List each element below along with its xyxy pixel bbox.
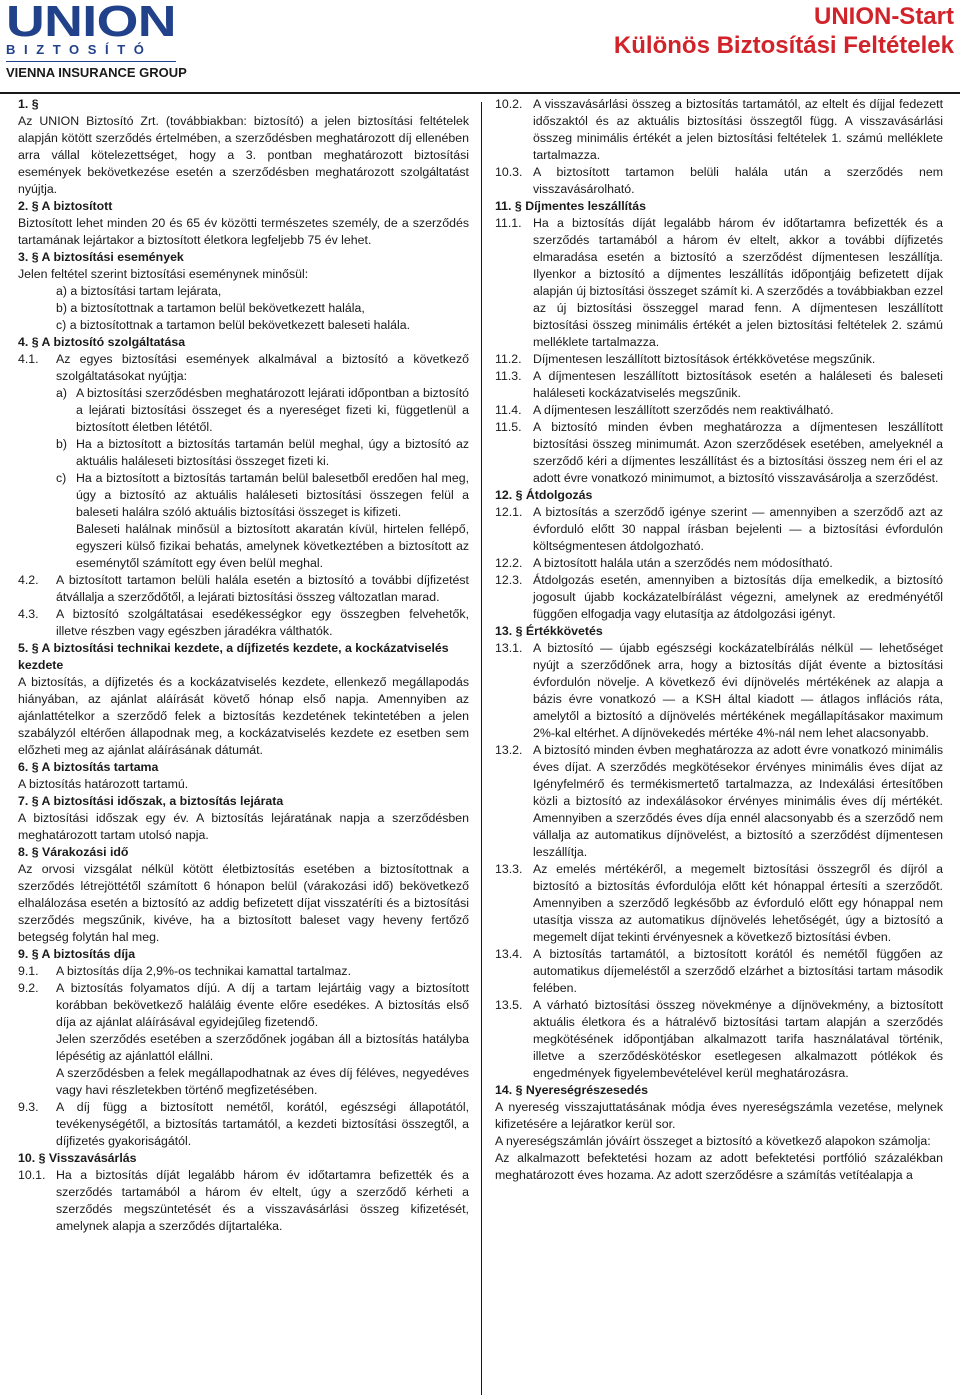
numbered-item bbox=[495, 640, 943, 742]
item-number: 10.1. bbox=[18, 1168, 46, 1182]
item-number: 12.2. bbox=[495, 556, 523, 570]
item-number: 10.3. bbox=[495, 165, 523, 179]
section-2 bbox=[18, 198, 469, 249]
section-heading: 7. § A biztosítási időszak, a biztosítás lejárata bbox=[18, 794, 284, 808]
item-number: 11.1. bbox=[495, 216, 522, 230]
section-heading: 13. § Értékkövetés bbox=[495, 624, 603, 638]
section-intro: Jelen feltétel szerint biztosítási eseménynek minősül: bbox=[18, 267, 309, 281]
item-number: 13.5. bbox=[495, 998, 523, 1012]
item-text: A biztosítás tartamától, a biztosított korától és nemétől függően az automatikus díjemeléstől a szerződő elzárhet a biztosítási tartam második felében. bbox=[533, 947, 943, 995]
sub-item-continuation bbox=[56, 521, 469, 572]
section-11 bbox=[495, 198, 943, 487]
item-number: 4.2. bbox=[18, 573, 39, 587]
section-body: Biztosított lehet minden 20 és 65 év közötti természetes személy, de a szerződés tartamának lejártakor a biztosított életkora legfeljebb 75 év lehet. bbox=[18, 216, 469, 247]
item-number: 13.2. bbox=[495, 743, 523, 757]
header-rule bbox=[0, 92, 960, 94]
item-continuation: A szerződésben a felek megállapodhatnak az éves díj féléves, negyedéves vagy havi részletekben történő megfizetésében. bbox=[56, 1066, 469, 1097]
item-number: 4.3. bbox=[18, 607, 39, 621]
item-number: 12.3. bbox=[495, 573, 523, 587]
section-heading: 1. § bbox=[18, 97, 39, 111]
numbered-item bbox=[495, 215, 943, 351]
section-9 bbox=[18, 946, 469, 1150]
numbered-item bbox=[495, 946, 943, 997]
item-text: A biztosító minden évben meghatározza a díjmentesen leszállított biztosítási összeg minimumát. Azon szerződések esetében, amelyeknél a szerződő kéri a díjmentes leszállítást és a biztosítási összeg nem éri el az adott évre vonatkozó minimumot, a biztosító visszavásárolja a szerződést. bbox=[533, 420, 943, 485]
sub-item bbox=[56, 470, 469, 521]
item-text: Átdolgozás esetén, amennyiben a biztosítás díja emelkedik, a biztosító jogosult újabb kockázatelbírálást végezni, amelynek az eredményétől függően elfogadja vagy elutasítja az átdolgozási igényt. bbox=[533, 573, 943, 621]
numbered-item bbox=[18, 963, 469, 980]
item-number: 13.3. bbox=[495, 862, 523, 876]
item-number: 11.5. bbox=[495, 420, 522, 434]
section-heading: 10. § Visszavásárlás bbox=[18, 1151, 137, 1165]
item-text: A biztosított halála után a szerződés nem módosítható. bbox=[533, 556, 833, 570]
section-paragraph: A nyereségszámlán jóváírt összeget a biztosító a következő alapokon számolja: bbox=[495, 1134, 931, 1148]
item-text: Az emelés mértékéről, a megemelt biztosítási összegről és díjról a biztosító a biztosítás évfordulója előtt két hónappal értesíti a szerződőt. Amennyiben a szerződő legkésőbb az évforduló előtt egy hónappal nem utasítja vissza az automatikus díjnövelés lehetőségét, úgy a biztosító a megemelt díjat tekinti érvényesnek a következő biztosítási évben. bbox=[533, 862, 943, 944]
list-item: b) a biztosítottnak a tartamon belül bekövetkezett halála, bbox=[56, 301, 365, 315]
sub-text: A biztosítási szerződésben meghatározott lejárati időpontban a biztosító a lejárati biztosítási összeget és a nyereséget fizeti ki, függetlenül a biztosított életben lététől. bbox=[76, 386, 469, 434]
section-10-continued bbox=[495, 96, 943, 198]
numbered-item bbox=[495, 419, 943, 487]
section-heading: 12. § Átdolgozás bbox=[495, 488, 593, 502]
union-logo bbox=[6, 0, 187, 84]
list-item: c) a biztosítottnak a tartamon belül bekövetkezett baleseti halála. bbox=[56, 318, 411, 332]
sub-item bbox=[56, 436, 469, 470]
item-number: 9.3. bbox=[18, 1100, 39, 1114]
section-4 bbox=[18, 334, 469, 640]
section-body: Az orvosi vizsgálat nélkül kötött életbiztosítás esetében a biztosítottnak a szerződés létrejöttétől számított 6 hónapon belül (várakozási idő) bekövetkező elhalálozása esetén a biztosító az addig befizetett díjat visszatéríti és a biztosítási szerződés megszűnik, kivéve, ha a biztosított baleset vagy heveny fertőző betegség folytán hal meg. bbox=[18, 862, 469, 944]
numbered-item bbox=[495, 555, 943, 572]
sub-letter: b) bbox=[56, 437, 67, 451]
numbered-item bbox=[495, 861, 943, 946]
numbered-item bbox=[495, 997, 943, 1082]
section-heading: 14. § Nyereségrészesedés bbox=[495, 1083, 649, 1097]
item-text: A díjmentesen leszállított szerződés nem reaktiválható. bbox=[533, 403, 834, 417]
section-12 bbox=[495, 487, 943, 623]
section-8 bbox=[18, 844, 469, 946]
item-number: 9.2. bbox=[18, 981, 39, 995]
sub-list bbox=[18, 385, 469, 572]
section-13 bbox=[495, 623, 943, 1082]
section-heading: 3. § A biztosítási események bbox=[18, 250, 184, 264]
item-text: A várható biztosítási összeg növekménye a díjnövekmény, a biztosított aktuális életkora és a hátralévő biztosítási tartam alapján a szerződés megkötésének időpontjában alkalmazott tarifa használatával történik, illetve a szerződéskötéskor esetlegesen alkalmazott pótlékok és engedmények figyelembevételével kerül meghatározásra. bbox=[533, 998, 943, 1080]
item-text: Ha a biztosítás díját legalább három év időtartamra befizették és a szerződés tartamából a három év eltelt, akkor a további díjfizetés elmaradása esetén a biztosító a szerződést díjmentesen leszállítja. Ilyenkor a biztosító a díjmentes leszállítás időpontjáig befizetett díjak alapján új biztosítási összeget számít ki. A szerződés a továbbiakban ezzel az új biztosítási összeggel marad fenn. A díjmentesen leszállított biztosítási összeg minimális értékét a jelen biztosítási feltételek 2. számú melléklete tartalmazza. bbox=[533, 216, 943, 349]
document-title: Különös Biztosítási Feltételek bbox=[613, 32, 954, 59]
section-heading: 2. § A biztosított bbox=[18, 199, 113, 213]
sub-text: Ha a biztosított a biztosítás tartamán belül meghal, úgy a biztosító az aktuális haláleseti biztosítási összeget fizeti ki. bbox=[76, 437, 469, 468]
item-text: Az egyes biztosítási események alkalmával a biztosító a következő szolgáltatásokat nyújtja: bbox=[56, 352, 469, 383]
list-item: a) a biztosítási tartam lejárata, bbox=[56, 284, 222, 298]
section-3 bbox=[18, 249, 469, 334]
item-text: Ha a biztosítás díját legalább három év időtartamra befizették és a szerződés tartamából a három év eltelt, úgy a szerződő kérheti a szerződés megszüntetését és a visszavásárlási összeg kifizetését, amelynek alapja a szerződés díjtartaléka. bbox=[56, 1168, 469, 1233]
section-5 bbox=[18, 640, 469, 759]
numbered-item bbox=[495, 164, 943, 198]
section-paragraph: Az alkalmazott befektetési hozam az adott befektetési portfólió százalékban meghatározott éves hozama. Az adott szerződésre a számítás vetítéalapja a bbox=[495, 1151, 943, 1182]
logo-union-text: UNION bbox=[6, 0, 176, 46]
section-body: A biztosítás, a díjfizetés és a kockázatviselés kezdete, ellenkező megállapodás hiányában, az ajánlat aláírását követő hónap első napja. Amennyiben az ajánlattételkor a szerződő felek a biztosítás kezdetének tekintetében a jelen szabályzól eltérően állapodnak meg, a kockázatviselés kezdete ez esetben sem előzheti meg az ajánlat aláírásának dátumát. bbox=[18, 675, 469, 757]
numbered-item bbox=[495, 504, 943, 555]
section-body: A biztosítás határozott tartamú. bbox=[18, 777, 189, 791]
item-text: A díj függ a biztosított nemétől, korától, egészségi állapotától, tevékenységétől, a biztosítás tartamától, a kezdeti biztosítási összegtől, a díjfizetés gyakoriságától. bbox=[56, 1100, 469, 1148]
item-number: 4.1. bbox=[18, 352, 39, 366]
numbered-item bbox=[18, 1099, 469, 1150]
item-number: 11.3. bbox=[495, 369, 522, 383]
item-number: 10.2. bbox=[495, 97, 523, 111]
sub-item bbox=[56, 385, 469, 436]
item-text: A biztosító — újabb egészségi kockázatelbírálás nélkül — lehetőséget nyújt a szerződőnek arra, hogy a biztosítás díját évente a biztosítási évfordulón növelje. A következő évi díjnövelés mértékének az alapja a bázis évre vonatkozó — a KSH által kiadott — átlagos inflációs ráta, amelytől a biztosító a díjnövelés mértékének megállapításakor maximum 2%-kal eltérhet. A díjnövekedés mértéke 4%-nál nem lehet alacsonyabb. bbox=[533, 641, 943, 740]
logo-divider bbox=[6, 61, 176, 62]
section-heading: 11. § Díjmentes leszállítás bbox=[495, 199, 646, 213]
section-heading: 4. § A biztosító szolgáltatása bbox=[18, 335, 186, 349]
section-14 bbox=[495, 1082, 943, 1184]
item-number: 9.1. bbox=[18, 964, 39, 978]
item-text: A díjmentesen leszállított biztosítások esetén a haláleseti és baleseti haláleseti kockázatviselés megszűnik. bbox=[533, 369, 943, 400]
section-6 bbox=[18, 759, 469, 793]
numbered-item bbox=[495, 96, 943, 164]
numbered-item bbox=[18, 980, 469, 1031]
item-text: A biztosítás folyamatos díjú. A díj a tartam lejártáig vagy a biztosított korábban bekövetkező haláláig évente előre esedékes. A biztosítás első díja az ajánlat aláírásával egyidejűleg fizetendő. bbox=[56, 981, 469, 1029]
section-body: A biztosítási időszak egy év. A biztosítás lejáratának napja a szerződésben meghatározott tartam utolsó napja. bbox=[18, 811, 469, 842]
numbered-item bbox=[495, 402, 943, 419]
sub-letter: a) bbox=[56, 386, 67, 400]
section-heading: 8. § Várakozási idő bbox=[18, 845, 129, 859]
numbered-item bbox=[18, 606, 469, 640]
section-paragraph: A nyereség visszajuttatásának módja éves nyereségszámla vezetése, melynek kifizetésére a lejáratkor kerül sor. bbox=[495, 1100, 943, 1131]
numbered-item bbox=[495, 572, 943, 623]
item-number: 12.1. bbox=[495, 505, 523, 519]
item-number: 11.4. bbox=[495, 403, 522, 417]
section-heading: 9. § A biztosítás díja bbox=[18, 947, 136, 961]
item-number: 13.1. bbox=[495, 641, 523, 655]
numbered-item bbox=[495, 351, 943, 368]
item-text: A biztosítás díja 2,9%-os technikai kamattal tartalmaz. bbox=[56, 964, 352, 978]
item-text: A biztosított tartamon belüli halála után a szerződés nem visszavásárolható. bbox=[533, 165, 943, 196]
item-text: A biztosító minden évben meghatározza az adott évre vonatkozó minimális éves díjat. A szerződés megkötésekor érvényes minimális éves díjat az Igényfelmérő és termékismertető tartalmazza, az Indexálási értesítőben közli a biztosító az indexálásokor érvényes minimális éves díj mértékét. Amennyiben a szerződés éves díja ennél alacsonyabb és a szerződő nem vállalja az automatikus díjnövelést, a biztosító a szerződést díjmentesen leszállítja. bbox=[533, 743, 943, 859]
item-number: 13.4. bbox=[495, 947, 523, 961]
section-1 bbox=[18, 96, 469, 198]
item-text: Díjmentesen leszállított biztosítások értékkövetése megszűnik. bbox=[533, 352, 876, 366]
logo-biztosito-text: BIZTOSÍTÓ bbox=[6, 42, 153, 57]
item-text: A biztosított tartamon belüli halála esetén a biztosító a további díjfizetést átvállalja a szerződőtől, a lejárati biztosítási összeg változatlan marad. bbox=[56, 573, 469, 604]
left-column bbox=[18, 96, 469, 1235]
section-heading: 6. § A biztosítás tartama bbox=[18, 760, 159, 774]
numbered-item bbox=[495, 368, 943, 402]
section-heading: 5. § A biztosítási technikai kezdete, a díjfizetés kezdete, a kockázatviselés kezdete bbox=[18, 641, 449, 672]
numbered-item bbox=[18, 572, 469, 606]
sub-letter: c) bbox=[56, 471, 67, 485]
column-divider bbox=[481, 102, 482, 1395]
section-7 bbox=[18, 793, 469, 844]
item-text: A biztosítás a szerződő igénye szerint — amennyiben a szerződő azt az évforduló előtt 30 nappal írásban bejelenti — a biztosítási évfordulón költségmentesen átdolgozható. bbox=[533, 505, 943, 553]
sub-text: Ha a biztosított a biztosítás tartamán belül balesetből eredően hal meg, úgy a biztosító az aktuális haláleseti biztosítási összegen felül a baleseti halálra szóló aktuális biztosítási összeget is kifizeti. bbox=[76, 471, 469, 519]
item-continuation: Jelen szerződés esetében a szerződőnek jogában áll a biztosítás hatályba lépésétig az ajánlattól elállni. bbox=[56, 1032, 469, 1063]
product-name: UNION-Start bbox=[813, 3, 954, 30]
right-column bbox=[495, 96, 943, 1184]
section-body: Az UNION Biztosító Zrt. (továbbiakban: biztosító) a jelen biztosítási feltételek alapján kötött szerződés értelmében, a szerződésben meghatározott díj ellenében arra vállal kötelezettséget, hogy a 3. pontban meghatározott biztosítási események bekövetkezése esetén a szerződésben meghatározott szolgáltatást nyújtja. bbox=[18, 114, 469, 196]
sub-text: Baleseti halálnak minősül a biztosított akaratán kívül, hirtelen fellépő, egyszeri külső fizikai behatás, amelynek következtében a biztosított az eseménytől számított egy éven belül meghal. bbox=[76, 522, 469, 570]
item-text: A visszavásárlási összeg a biztosítás tartamától, az eltelt és díjjal fedezett időszaktól és az aktuális biztosítási összegtől függ. A visszavásárlási összeg minimális értékét a jelen biztosítási feltételek 1. számú melléklete tartalmazza. bbox=[533, 97, 943, 162]
item-number: 11.2. bbox=[495, 352, 522, 366]
logo-group-text: VIENNA INSURANCE GROUP bbox=[6, 65, 187, 80]
numbered-item bbox=[18, 1167, 469, 1235]
numbered-item bbox=[18, 351, 469, 385]
page-header bbox=[0, 0, 960, 92]
section-10 bbox=[18, 1150, 469, 1235]
item-text: A biztosító szolgáltatásai esedékességkor egy összegben felvehetők, illetve részben vagy egészben járadékra válthatók. bbox=[56, 607, 469, 638]
numbered-item bbox=[495, 742, 943, 861]
